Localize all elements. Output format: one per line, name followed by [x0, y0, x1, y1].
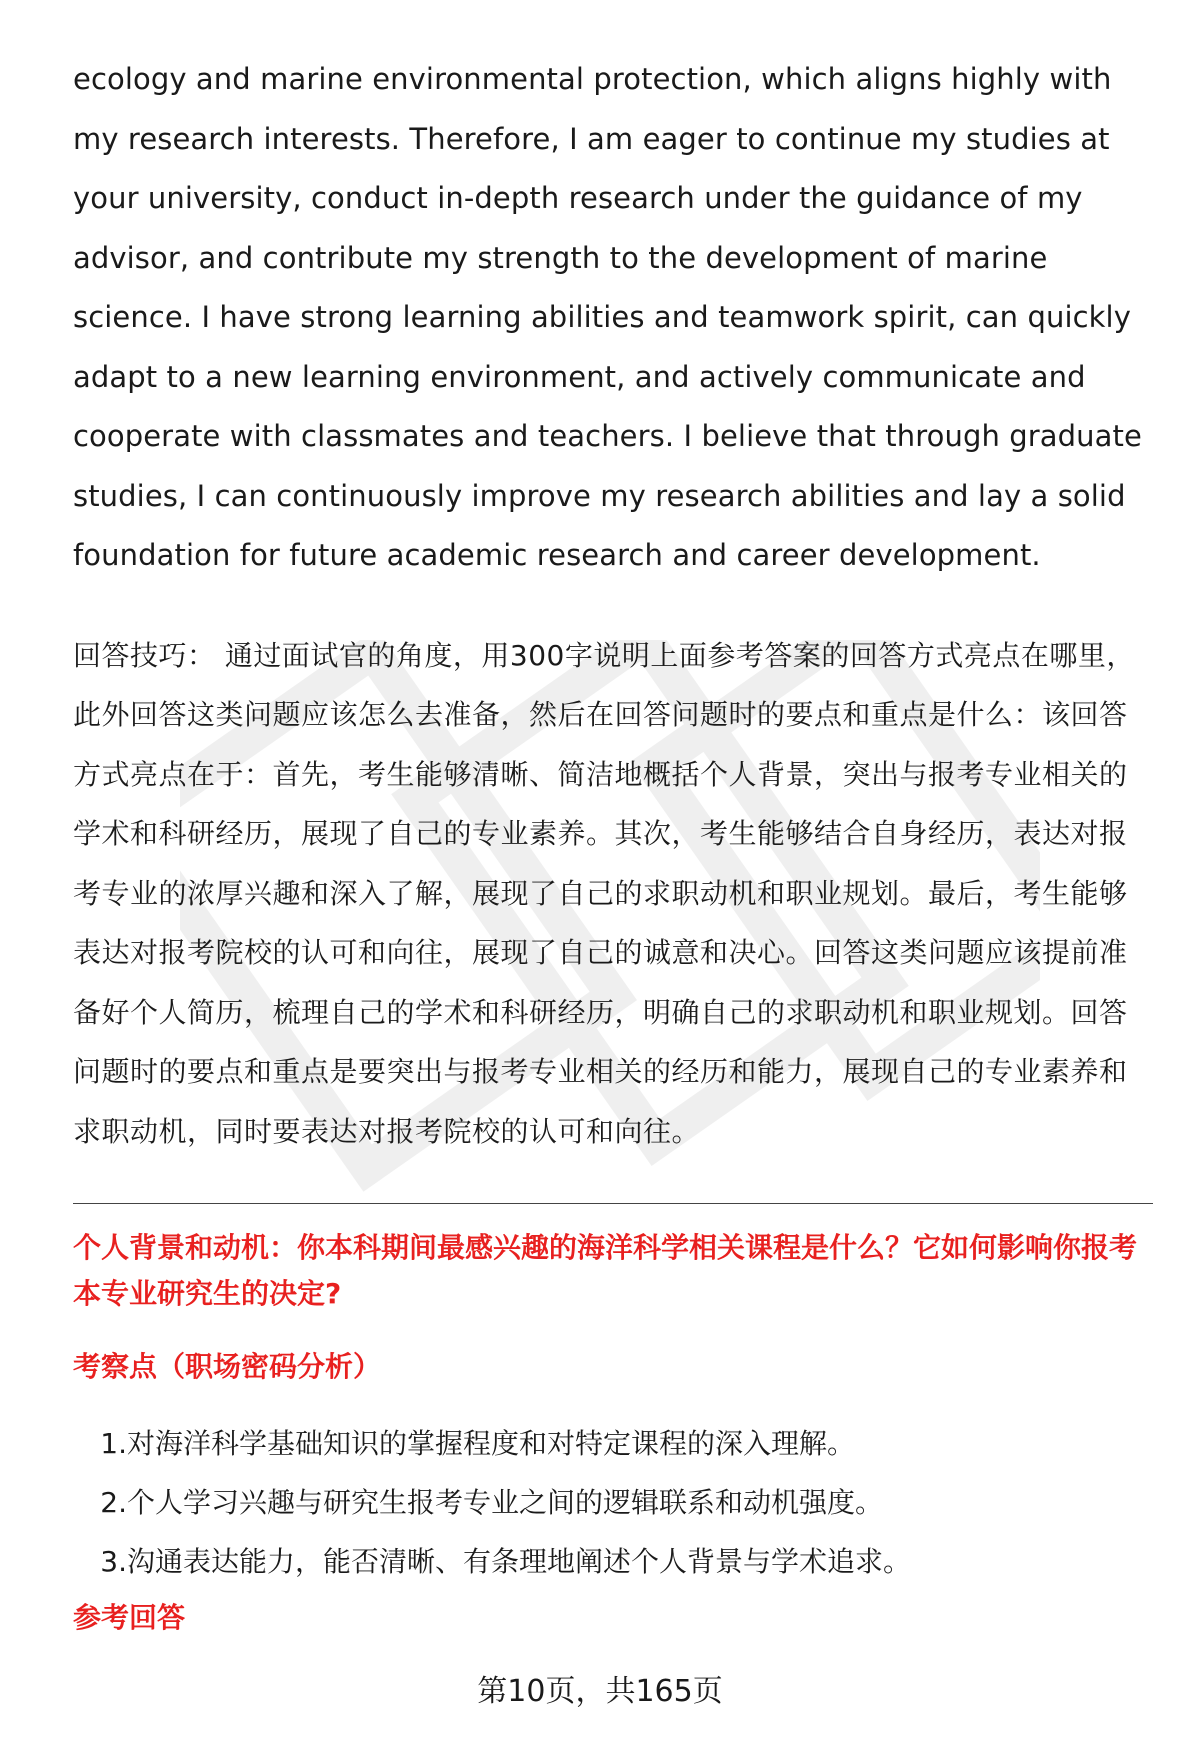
reference-answer-title: 参考回答 [73, 1601, 186, 1634]
list-item [73, 1532, 1153, 1591]
list-item-number: 3. [100, 1545, 127, 1578]
list-item [73, 1414, 1153, 1473]
list-item-number: 2. [100, 1486, 127, 1519]
list-item-number: 1. [100, 1427, 127, 1460]
exam-points-title: 考察点（职场密码分析） [73, 1350, 382, 1383]
list-item [73, 1473, 1153, 1532]
section-divider [73, 1203, 1153, 1204]
document-body [73, 50, 1153, 1161]
list-item-text: 沟通表达能力，能否清晰、有条理地阐述个人背景与学术追求。 [127, 1545, 912, 1578]
list-item-text: 个人学习兴趣与研究生报考专业之间的逻辑联系和动机强度。 [127, 1486, 884, 1519]
list-item-text: 对海洋科学基础知识的掌握程度和对特定课程的深入理解。 [127, 1427, 856, 1460]
exam-points-list [73, 1414, 1153, 1591]
page-footer: 第10页，共165页 [477, 1674, 723, 1709]
question-heading: 个人背景和动机：你本科期间最感兴趣的海洋科学相关课程是什么？它如何影响你报考本专业研究生的决定? [73, 1231, 1138, 1310]
tips-paragraph: 回答技巧： 通过面试官的角度，用300字说明上面参考答案的回答方式亮点在哪里，此外回答这类问题应该怎么去准备，然后在回答问题时的要点和重点是什么：该回答方式亮点在于：首先，考生能够清晰、简洁地概括个人背景，突出与报考专业相关的学术和科研经历，展现了自己的专业素养。其次，考生能够结合自身经历，表达对报考专业的浓厚兴趣和深入了解，展现了自己的求职动机和职业规划。最后，考生能够表达对报考院校的认可和向往，展现了自己的诚意和决心。回答这类问题应该提前准备好个人简历，梳理自己的学术和科研经历，明确自己的求职动机和职业规划。回答问题时的要点和重点是要突出与报考专业相关的经历和能力，展现自己的专业素养和求职动机，同时要表达对报考院校的认可和向往。 [73, 638, 1135, 1148]
english-paragraph: ecology and marine environmental protection, which aligns highly with my research interests. Therefore, I am eager to continue my studies at your university, conduct in-depth research under the guidance of my advisor, and contribute my strength to the development of marine science. I have strong learning abilities and teamwork spirit, can quickly adapt to a new learning environment, and actively communicate and cooperate with classmates and teachers. I believe that through graduate studies, I can continuously improve my research abilities and lay a solid foundation for future academic research and career development. [73, 62, 1142, 572]
